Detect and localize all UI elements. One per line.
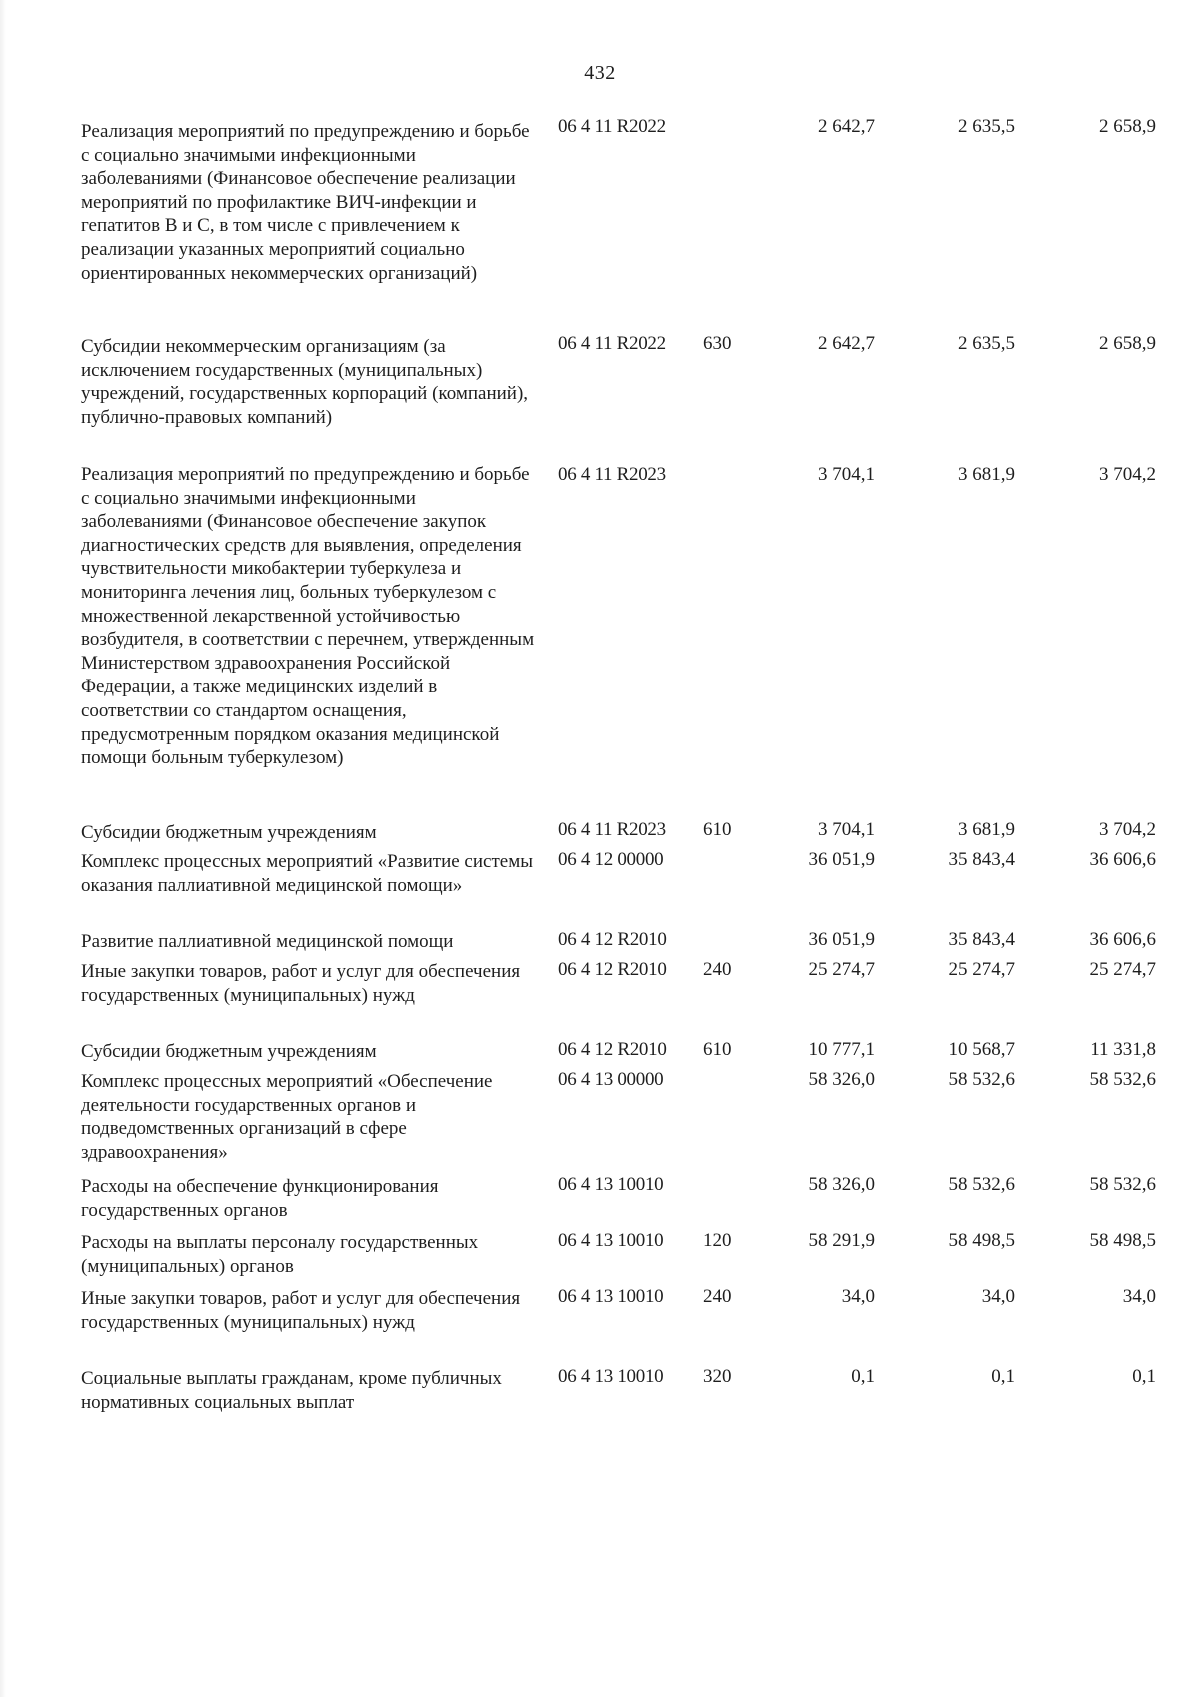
table-row: [0, 1287, 1200, 1367]
table-row: [0, 335, 1200, 463]
row-value-2: 3 681,9: [958, 819, 1015, 840]
row-value-3: 34,0: [1122, 1286, 1156, 1307]
row-value-1: 34,0: [841, 1286, 875, 1307]
row-value-1: 36 051,9: [808, 929, 875, 950]
row-value-2: 2 635,5: [958, 116, 1015, 137]
row-value-1: 3 704,1: [818, 464, 875, 485]
row-value-3: 11 331,8: [1090, 1039, 1156, 1060]
row-code: 06 4 12 R2010: [558, 959, 667, 980]
row-name: Иные закупки товаров, работ и услуг для обеспечения государственных (муниципальных) нужд: [81, 1288, 521, 1333]
row-value-2: 0,1: [991, 1366, 1015, 1387]
row-code: 06 4 11 R2022: [558, 116, 666, 137]
row-code: 06 4 13 10010: [558, 1174, 664, 1195]
row-value-1: 3 704,1: [818, 819, 875, 840]
row-value-2: 58 532,6: [948, 1069, 1015, 1090]
table-row: [0, 960, 1200, 1040]
table-row: [0, 1231, 1200, 1287]
row-name: Реализация мероприятий по предупреждению и борьбе с социально значимыми инфекционными заболеваниями (Финансовое обеспечение реализации мероприятий по профилактике ВИЧ-инфекции и гепатитов В и С, в том числе с привлечением к реализации указанных мероприятий социально ориентированных некоммерческих организаций): [81, 121, 530, 284]
row-code: 06 4 11 R2023: [558, 819, 666, 840]
row-type: 120: [703, 1230, 732, 1251]
row-code: 06 4 13 10010: [558, 1286, 664, 1307]
row-name: Комплекс процессных мероприятий «Развитие системы оказания паллиативной медицинской помощи»: [81, 851, 533, 896]
row-value-1: 0,1: [851, 1366, 875, 1387]
row-value-1: 25 274,7: [808, 959, 875, 980]
row-value-1: 10 777,1: [808, 1039, 875, 1060]
row-code: 06 4 11 R2022: [558, 333, 666, 354]
row-code: 06 4 12 00000: [558, 849, 664, 870]
row-type: 610: [703, 1039, 732, 1060]
row-code: 06 4 12 R2010: [558, 929, 667, 950]
row-value-3: 25 274,7: [1089, 959, 1156, 980]
row-type: 630: [703, 333, 732, 354]
row-name: Иные закупки товаров, работ и услуг для обеспечения государственных (муниципальных) нужд: [81, 961, 521, 1006]
row-type: 240: [703, 959, 732, 980]
table-row: [0, 1070, 1200, 1175]
row-code: 06 4 13 10010: [558, 1230, 664, 1251]
row-code: 06 4 11 R2023: [558, 464, 666, 485]
row-name: Развитие паллиативной медицинской помощи: [81, 931, 454, 952]
row-name: Комплекс процессных мероприятий «Обеспечение деятельности государственных органов и подведомственных организаций в сфере здравоохранения»: [81, 1071, 493, 1163]
row-value-2: 10 568,7: [948, 1039, 1015, 1060]
row-value-2: 58 498,5: [948, 1230, 1015, 1251]
row-value-3: 0,1: [1132, 1366, 1156, 1387]
row-value-2: 25 274,7: [948, 959, 1015, 980]
row-type: 320: [703, 1366, 732, 1387]
row-value-3: 3 704,2: [1099, 464, 1156, 485]
table-row: [0, 930, 1200, 960]
row-value-1: 58 326,0: [808, 1174, 875, 1195]
table-row: [0, 116, 1200, 335]
row-value-3: 58 532,6: [1089, 1069, 1156, 1090]
row-value-1: 2 642,7: [818, 116, 875, 137]
row-value-3: 2 658,9: [1099, 116, 1156, 137]
row-value-1: 58 291,9: [808, 1230, 875, 1251]
row-value-3: 2 658,9: [1099, 333, 1156, 354]
row-value-3: 3 704,2: [1099, 819, 1156, 840]
table-row: [0, 821, 1200, 850]
row-value-2: 58 532,6: [948, 1174, 1015, 1195]
row-value-3: 58 532,6: [1089, 1174, 1156, 1195]
table-row: [0, 1367, 1200, 1423]
page-number: 432: [584, 62, 616, 84]
row-value-1: 2 642,7: [818, 333, 875, 354]
table-row: [0, 850, 1200, 930]
table-row: [0, 1175, 1200, 1231]
row-type: 240: [703, 1286, 732, 1307]
budget-table: [0, 116, 1200, 1423]
row-name: Субсидии некоммерческим организациям (за исключением государственных (муниципальных) учреждений, государственных корпораций (компаний), публично-правовых компаний): [81, 336, 529, 428]
row-type: 610: [703, 819, 732, 840]
row-value-3: 36 606,6: [1089, 929, 1156, 950]
table-row: [0, 463, 1200, 821]
row-value-2: 2 635,5: [958, 333, 1015, 354]
row-name: Расходы на выплаты персоналу государственных (муниципальных) органов: [81, 1232, 479, 1277]
row-value-3: 58 498,5: [1089, 1230, 1156, 1251]
table-row: [0, 1040, 1200, 1070]
row-value-3: 36 606,6: [1089, 849, 1156, 870]
row-code: 06 4 12 R2010: [558, 1039, 667, 1060]
row-name: Субсидии бюджетным учреждениям: [81, 1041, 377, 1062]
row-value-1: 36 051,9: [808, 849, 875, 870]
row-name: Реализация мероприятий по предупреждению и борьбе с социально значимыми инфекционными заболеваниями (Финансовое обеспечение закупок диагностических средств для выявления, определения чувствительности микобактерии туберкулеза и мониторинга лечения лиц, больных туберкулезом с множественной лекарственной устойчивостью возбудителя, в соответствии с перечнем, утвержденным Министерством здравоохранения Российской Федерации, а также медицинских изделий в соответствии со стандартом оснащения, предусмотренным порядком оказания медицинской помощи больным туберкулезом): [81, 464, 535, 769]
row-value-2: 35 843,4: [948, 849, 1015, 870]
row-name: Субсидии бюджетным учреждениям: [81, 822, 377, 843]
row-code: 06 4 13 10010: [558, 1366, 664, 1387]
row-name: Расходы на обеспечение функционирования государственных органов: [81, 1176, 439, 1221]
row-name: Социальные выплаты гражданам, кроме публичных нормативных социальных выплат: [81, 1368, 502, 1413]
row-value-2: 35 843,4: [948, 929, 1015, 950]
row-value-1: 58 326,0: [808, 1069, 875, 1090]
row-code: 06 4 13 00000: [558, 1069, 664, 1090]
row-value-2: 3 681,9: [958, 464, 1015, 485]
row-value-2: 34,0: [981, 1286, 1015, 1307]
